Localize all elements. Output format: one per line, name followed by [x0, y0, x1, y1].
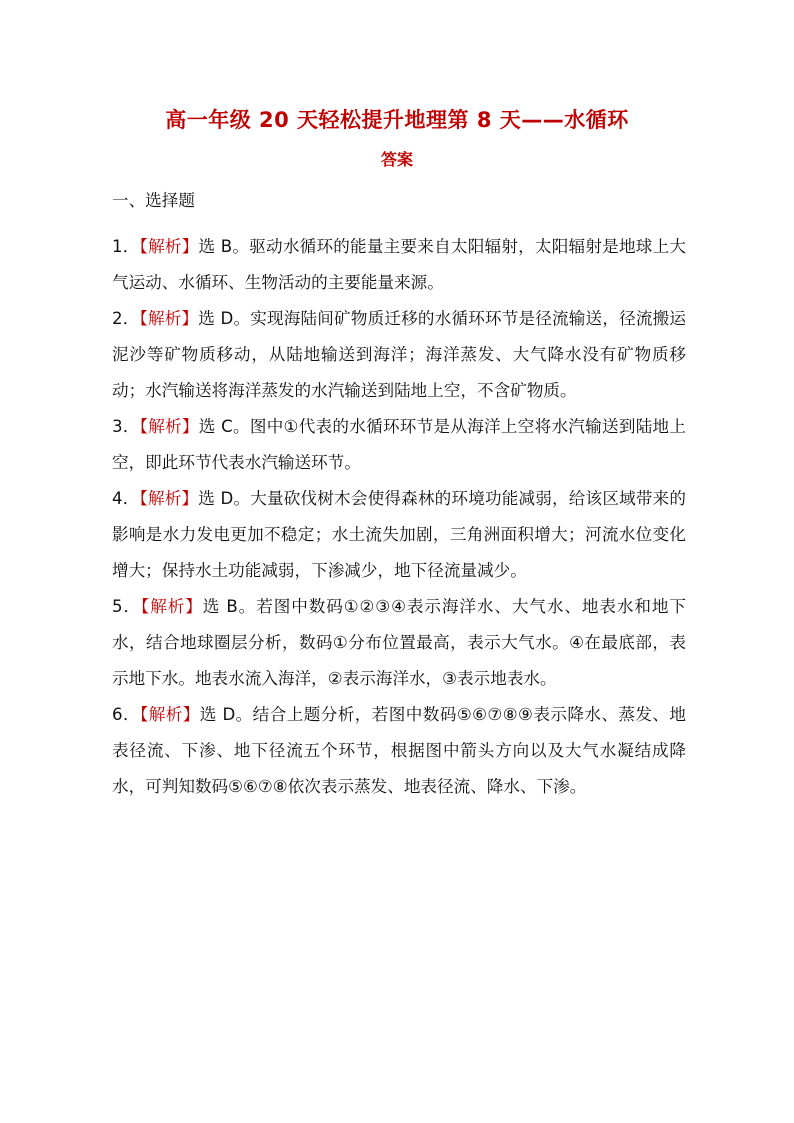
analysis-tag: 【解析】 [140, 597, 203, 616]
analysis-tag: 【解析】 [139, 237, 199, 256]
section-heading: 一、选择题 [112, 191, 195, 210]
document-subtitle: 答案 [380, 150, 413, 169]
answer-item-6 [112, 697, 686, 805]
answer-number: 3． [112, 417, 140, 436]
answer-number: 5． [112, 597, 141, 616]
answer-number: 2． [112, 309, 140, 328]
answer-content [112, 183, 686, 805]
analysis-tag: 【解析】 [139, 417, 199, 436]
analysis-tag: 【解析】 [139, 489, 199, 508]
answer-text: 选 B。若图中数码①②③④表示海洋水、大气水、地表水和地下水，结合地球圈层分析，数码①分布位置最高，表示大气水。④在最底部，表示地下水。地表水流入海洋，②表示海洋水，③表示地表水。 [112, 597, 686, 688]
answer-item-5 [112, 589, 686, 697]
answer-item-1 [112, 229, 686, 301]
answer-text: 选 B。驱动水循环的能量主要来自太阳辐射，太阳辐射是地球上大气运动、水循环、生物活动的主要能量来源。 [112, 237, 686, 292]
answer-text: 选 C。图中①代表的水循环环节是从海洋上空将水汽输送到陆地上空，即此环节代表水汽输送环节。 [112, 417, 686, 472]
answer-item-4 [112, 481, 686, 589]
answer-text: 选 D。结合上题分析，若图中数码⑤⑥⑦⑧⑨表示降水、蒸发、地表径流、下渗、地下径流五个环节，根据图中箭头方向以及大气水凝结成降水，可判知数码⑤⑥⑦⑧依次表示蒸发、地表径流、降水、下渗。 [112, 705, 687, 796]
analysis-tag: 【解析】 [139, 309, 199, 328]
analysis-tag: 【解析】 [140, 705, 200, 724]
document-title: 高一年级 20 天轻松提升地理第 8 天——水循环 [165, 108, 629, 132]
answer-text: 选 D。实现海陆间矿物质迁移的水循环环节是径流输送，径流搬运泥沙等矿物质移动，从陆地输送到海洋；海洋蒸发、大气降水没有矿物质移动；水汽输送将海洋蒸发的水汽输送到陆地上空，不含矿物质。 [112, 309, 686, 400]
answer-number: 1． [112, 237, 140, 256]
answer-text: 选 D。大量砍伐树木会使得森林的环境功能减弱，给该区域带来的影响是水力发电更加不稳定；水土流失加剧，三角洲面积增大；河流水位变化增大；保持水土功能减弱，下渗减少，地下径流量减少。 [112, 489, 686, 580]
answer-item-2 [112, 301, 686, 409]
answer-item-3 [112, 409, 686, 481]
answer-number: 4． [112, 489, 140, 508]
answer-number: 6． [112, 705, 140, 724]
